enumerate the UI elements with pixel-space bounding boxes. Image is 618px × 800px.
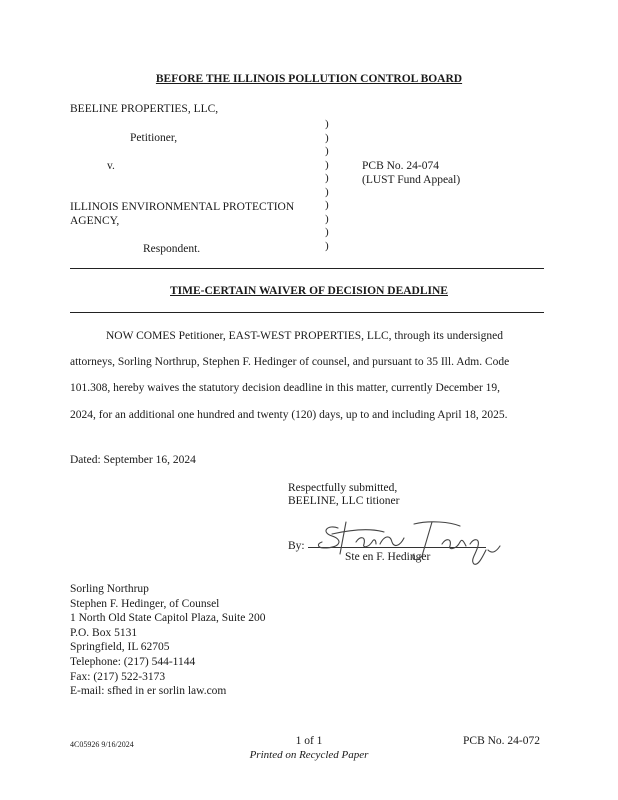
paren-column: [325, 118, 329, 253]
respondent-name-line2: AGENCY,: [70, 215, 120, 227]
body-line: NOW COMES Petitioner, EAST-WEST PROPERTIES, LLC, through its undersigned: [106, 330, 503, 342]
bottom-rule: [70, 312, 544, 313]
top-rule: [70, 268, 544, 269]
paren: ): [325, 212, 329, 225]
paren: ): [325, 118, 329, 130]
paren: ): [325, 199, 329, 211]
counsel-line: Sorling Northrup: [70, 583, 149, 595]
paren: ): [325, 145, 329, 157]
footer-recycled-note: Printed on Recycled Paper: [249, 749, 369, 761]
counsel-line: Stephen F. Hedinger, of Counsel: [70, 597, 220, 610]
board-title: BEFORE THE ILLINOIS POLLUTION CONTROL BOARD: [155, 73, 463, 85]
paren: ): [325, 158, 329, 171]
petitioner-role: Petitioner,: [130, 132, 178, 144]
counsel-block: [70, 582, 265, 699]
respondent-name-line1: ILLINOIS ENVIRONMENTAL PROTECTION: [70, 201, 295, 213]
footer-doc-id: 4C05926 9/16/2024: [70, 740, 134, 749]
paren: ): [325, 131, 329, 144]
party-name: BEELINE, LLC titioner: [288, 495, 400, 507]
closing: Respectfully submitted,: [288, 482, 398, 494]
counsel-line: Springfield, IL 62705: [70, 641, 170, 654]
paren: ): [325, 239, 329, 252]
counsel-line: Fax: (217) 522-3173: [70, 670, 166, 683]
body-line: attorneys, Sorling Northrup, Stephen F. Hedinger of counsel, and pursuant to 35 Ill. Adm. Code: [70, 356, 510, 368]
paren: ): [325, 172, 329, 184]
paren: ): [325, 226, 329, 238]
handwritten-signature: [310, 514, 510, 574]
counsel-email: E-mail: sfhed in er sorlin law.com: [70, 685, 227, 698]
paren: ): [325, 185, 329, 198]
body-line: 101.308, hereby waives the statutory decision deadline in this matter, currently December 19,: [70, 382, 501, 394]
counsel-line: 1 North Old State Capitol Plaza, Suite 200: [70, 612, 266, 625]
respondent-role: Respondent.: [143, 243, 201, 255]
signer-name: Ste en F. Hedinger: [345, 551, 431, 563]
body-line: 2024, for an additional one hundred and twenty (120) days, up to and including April 18, 2025.: [70, 409, 508, 421]
counsel-line: P.O. Box 5131: [70, 626, 138, 639]
petitioner-name: BEELINE PROPERTIES, LLC,: [70, 103, 219, 115]
counsel-line: Telephone: (217) 544-1144: [70, 655, 196, 668]
dated-line: Dated: September 16, 2024: [70, 454, 196, 466]
footer-case-number: PCB No. 24-072: [463, 735, 540, 747]
case-number: PCB No. 24-074: [362, 160, 439, 172]
versus-label: v.: [107, 160, 115, 172]
case-type: (LUST Fund Appeal): [362, 174, 461, 186]
document-title: TIME-CERTAIN WAIVER OF DECISION DEADLINE: [170, 285, 448, 297]
footer-page-number: 1 of 1: [295, 735, 323, 747]
by-label: By:: [288, 540, 305, 552]
